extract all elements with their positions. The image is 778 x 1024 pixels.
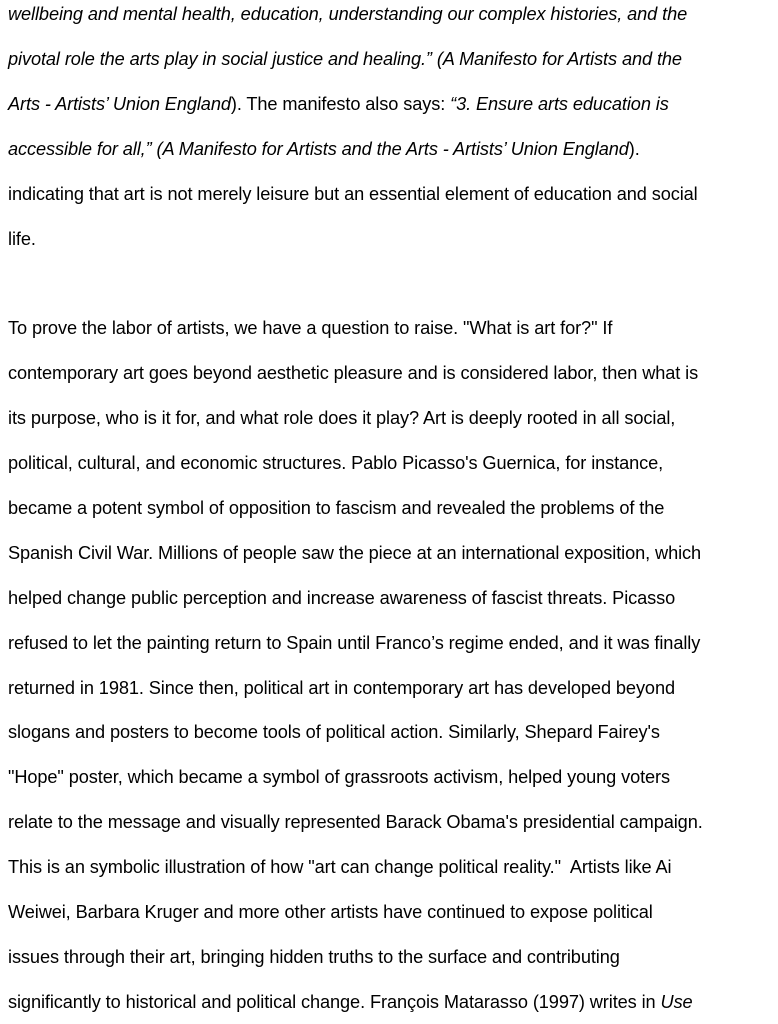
text-line <box>8 541 701 565</box>
text-line <box>8 810 703 834</box>
italic-text: Use <box>660 991 693 1012</box>
text-line <box>8 316 612 340</box>
text-line <box>8 182 698 206</box>
text-run: returned in 1981. Since then, political art in contemporary art has developed beyond <box>8 677 675 698</box>
text-line <box>8 676 675 700</box>
text-line <box>8 765 670 789</box>
text-line <box>8 631 700 655</box>
text-run: refused to let the painting return to Spain until Franco’s regime ended, and it was finally <box>8 632 701 653</box>
italic-text: Arts - Artists’ Union England <box>8 93 231 114</box>
text-line <box>8 227 36 251</box>
italic-text: wellbeing and mental health, education, understanding our complex histories, and the <box>8 4 688 24</box>
text-run: relate to the message and visually represented Barack Obama's presidential campaign. <box>8 812 703 833</box>
text-line <box>8 496 664 520</box>
text-run: indicating that art is not merely leisure but an essential element of education and social <box>8 183 698 204</box>
text-run: slogans and posters to become tools of political action. Similarly, Shepard Fairey's <box>8 722 660 743</box>
text-line <box>8 137 640 161</box>
italic-text: accessible for all,” (A Manifesto for Artists and the Arts - Artists’ Union England <box>8 138 629 159</box>
text-run: ). The manifesto also says: <box>230 93 451 114</box>
text-line <box>8 47 682 71</box>
text-run: its purpose, who is it for, and what role does it play? Art is deeply rooted in all social, <box>8 408 676 429</box>
text-run: issues through their art, bringing hidden truths to the surface and contributing <box>8 946 620 967</box>
text-line <box>8 451 663 475</box>
text-run: "Hope" poster, which became a symbol of grassroots activism, helped young voters <box>8 767 671 788</box>
text-run: contemporary art goes beyond aesthetic pleasure and is considered labor, then what is <box>8 363 699 384</box>
text-run: This is an symbolic illustration of how "art can change political reality." Artists like Ai <box>8 857 672 878</box>
text-line <box>8 406 675 430</box>
text-line <box>8 720 660 744</box>
text-run: Spanish Civil War. Millions of people saw the piece at an international exposition, which <box>8 542 702 563</box>
text-run: To prove the labor of artists, we have a question to raise. "What is art for?" If <box>8 318 613 339</box>
text-run: life. <box>8 228 36 249</box>
text-run: political, cultural, and economic structures. Pablo Picasso's Guernica, for instance, <box>8 453 664 473</box>
text-run: Weiwei, Barbara Kruger and more other artists have continued to expose political <box>8 902 653 922</box>
italic-text: “3. Ensure arts education is <box>450 93 669 114</box>
text-run: ). <box>628 138 640 159</box>
text-run: became a potent symbol of opposition to fascism and revealed the problems of the <box>8 497 665 518</box>
text-line <box>8 900 653 924</box>
text-line <box>8 855 671 879</box>
text-line <box>8 586 675 610</box>
text-line <box>8 945 620 969</box>
text-line <box>8 361 698 385</box>
italic-text: pivotal role the arts play in social justice and healing.” (A Manifesto for Artists and the <box>8 48 682 69</box>
text-line <box>8 92 669 116</box>
text-run: significantly to historical and political change. François Matarasso (1997) writes in <box>8 991 661 1012</box>
text-line <box>8 2 687 26</box>
text-run: helped change public perception and increase awareness of fascist threats. Picasso <box>8 587 676 608</box>
text-line <box>8 990 693 1014</box>
